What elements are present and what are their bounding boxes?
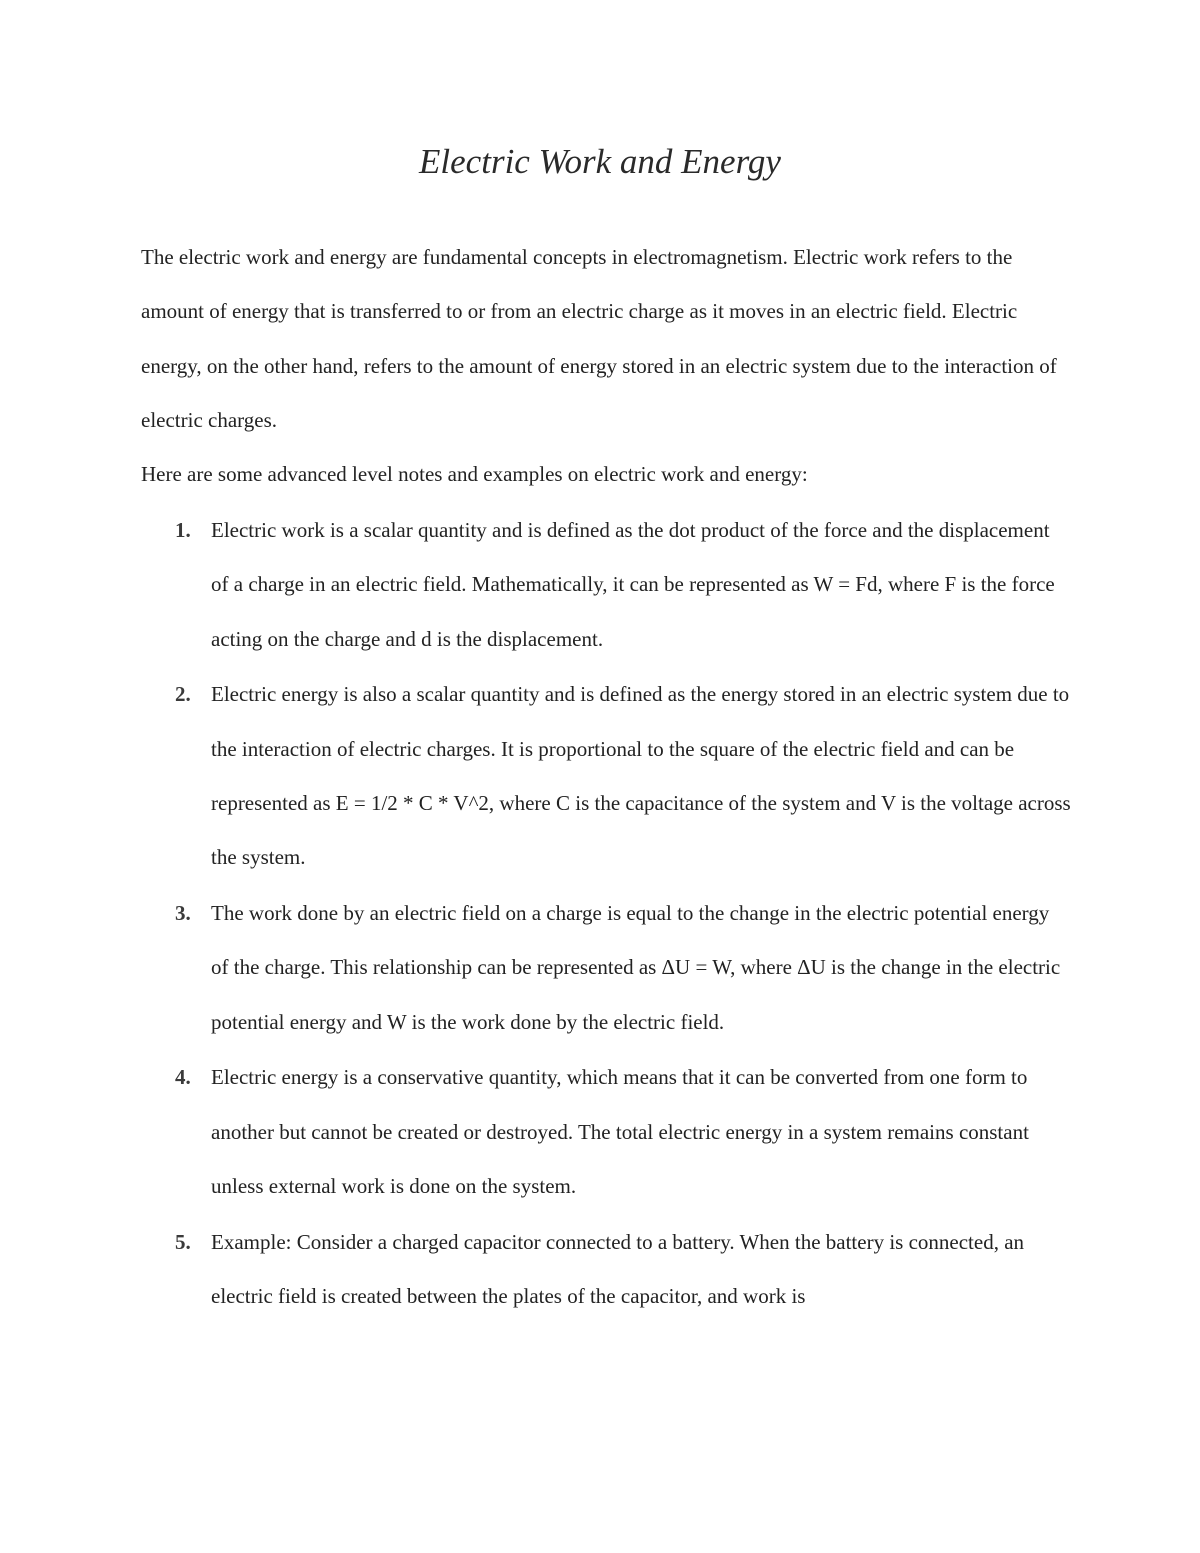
list-item-text: Example: Consider a charged capacitor connected to a battery. When the battery is connected, an electric field is created between the plates of the capacitor, and work is	[211, 1229, 1025, 1309]
list-item	[141, 886, 1071, 1049]
list-item	[141, 667, 1071, 884]
list-item-number: 1.	[175, 517, 191, 542]
list-item-number: 2.	[175, 682, 191, 707]
list-item-text: The work done by an electric field on a charge is equal to the change in the electric potential energy of the charge. This relationship can be represented as ΔU = W, where ΔU is the change in the electric potential energy and W is the work done by the electric field.	[211, 901, 1061, 1034]
list-item-number: 4.	[175, 1065, 191, 1090]
document-body	[141, 230, 1071, 1323]
page-title: Electric Work and Energy	[419, 142, 781, 181]
list-item-text: Electric work is a scalar quantity and is defined as the dot product of the force and the displacement of a charge in an electric field. Mathematically, it can be represented as W = Fd, where F is the force acting on the charge and d is the displacement.	[211, 517, 1055, 651]
list-item-number: 5.	[175, 1229, 191, 1254]
lead-in-paragraph: Here are some advanced level notes and examples on electric work and energy:	[141, 462, 808, 487]
list-item-number: 3.	[175, 901, 191, 926]
notes-list	[141, 503, 1071, 1323]
intro-paragraph: The electric work and energy are fundamental concepts in electromagnetism. Electric work refers to the amount of energy that is transferred to or from an electric charge as it moves in an electric field. Electric energy, on the other hand, refers to the amount of energy stored in an electric system due to the interaction of electric charges.	[141, 245, 1057, 432]
list-item	[141, 1215, 1071, 1324]
list-item-text: Electric energy is also a scalar quantity and is defined as the energy stored in an electric system due to the interaction of electric charges. It is proportional to the square of the electric field and can be represented as E = 1/2 * C * V^2, where C is the capacitance of the system and V is the voltage across the system.	[211, 682, 1071, 870]
list-item	[141, 1050, 1071, 1213]
list-item	[141, 503, 1071, 666]
list-item-text: Electric energy is a conservative quantity, which means that it can be converted from one form to another but cannot be created or destroyed. The total electric energy in a system remains constant unless external work is done on the system.	[211, 1065, 1029, 1199]
